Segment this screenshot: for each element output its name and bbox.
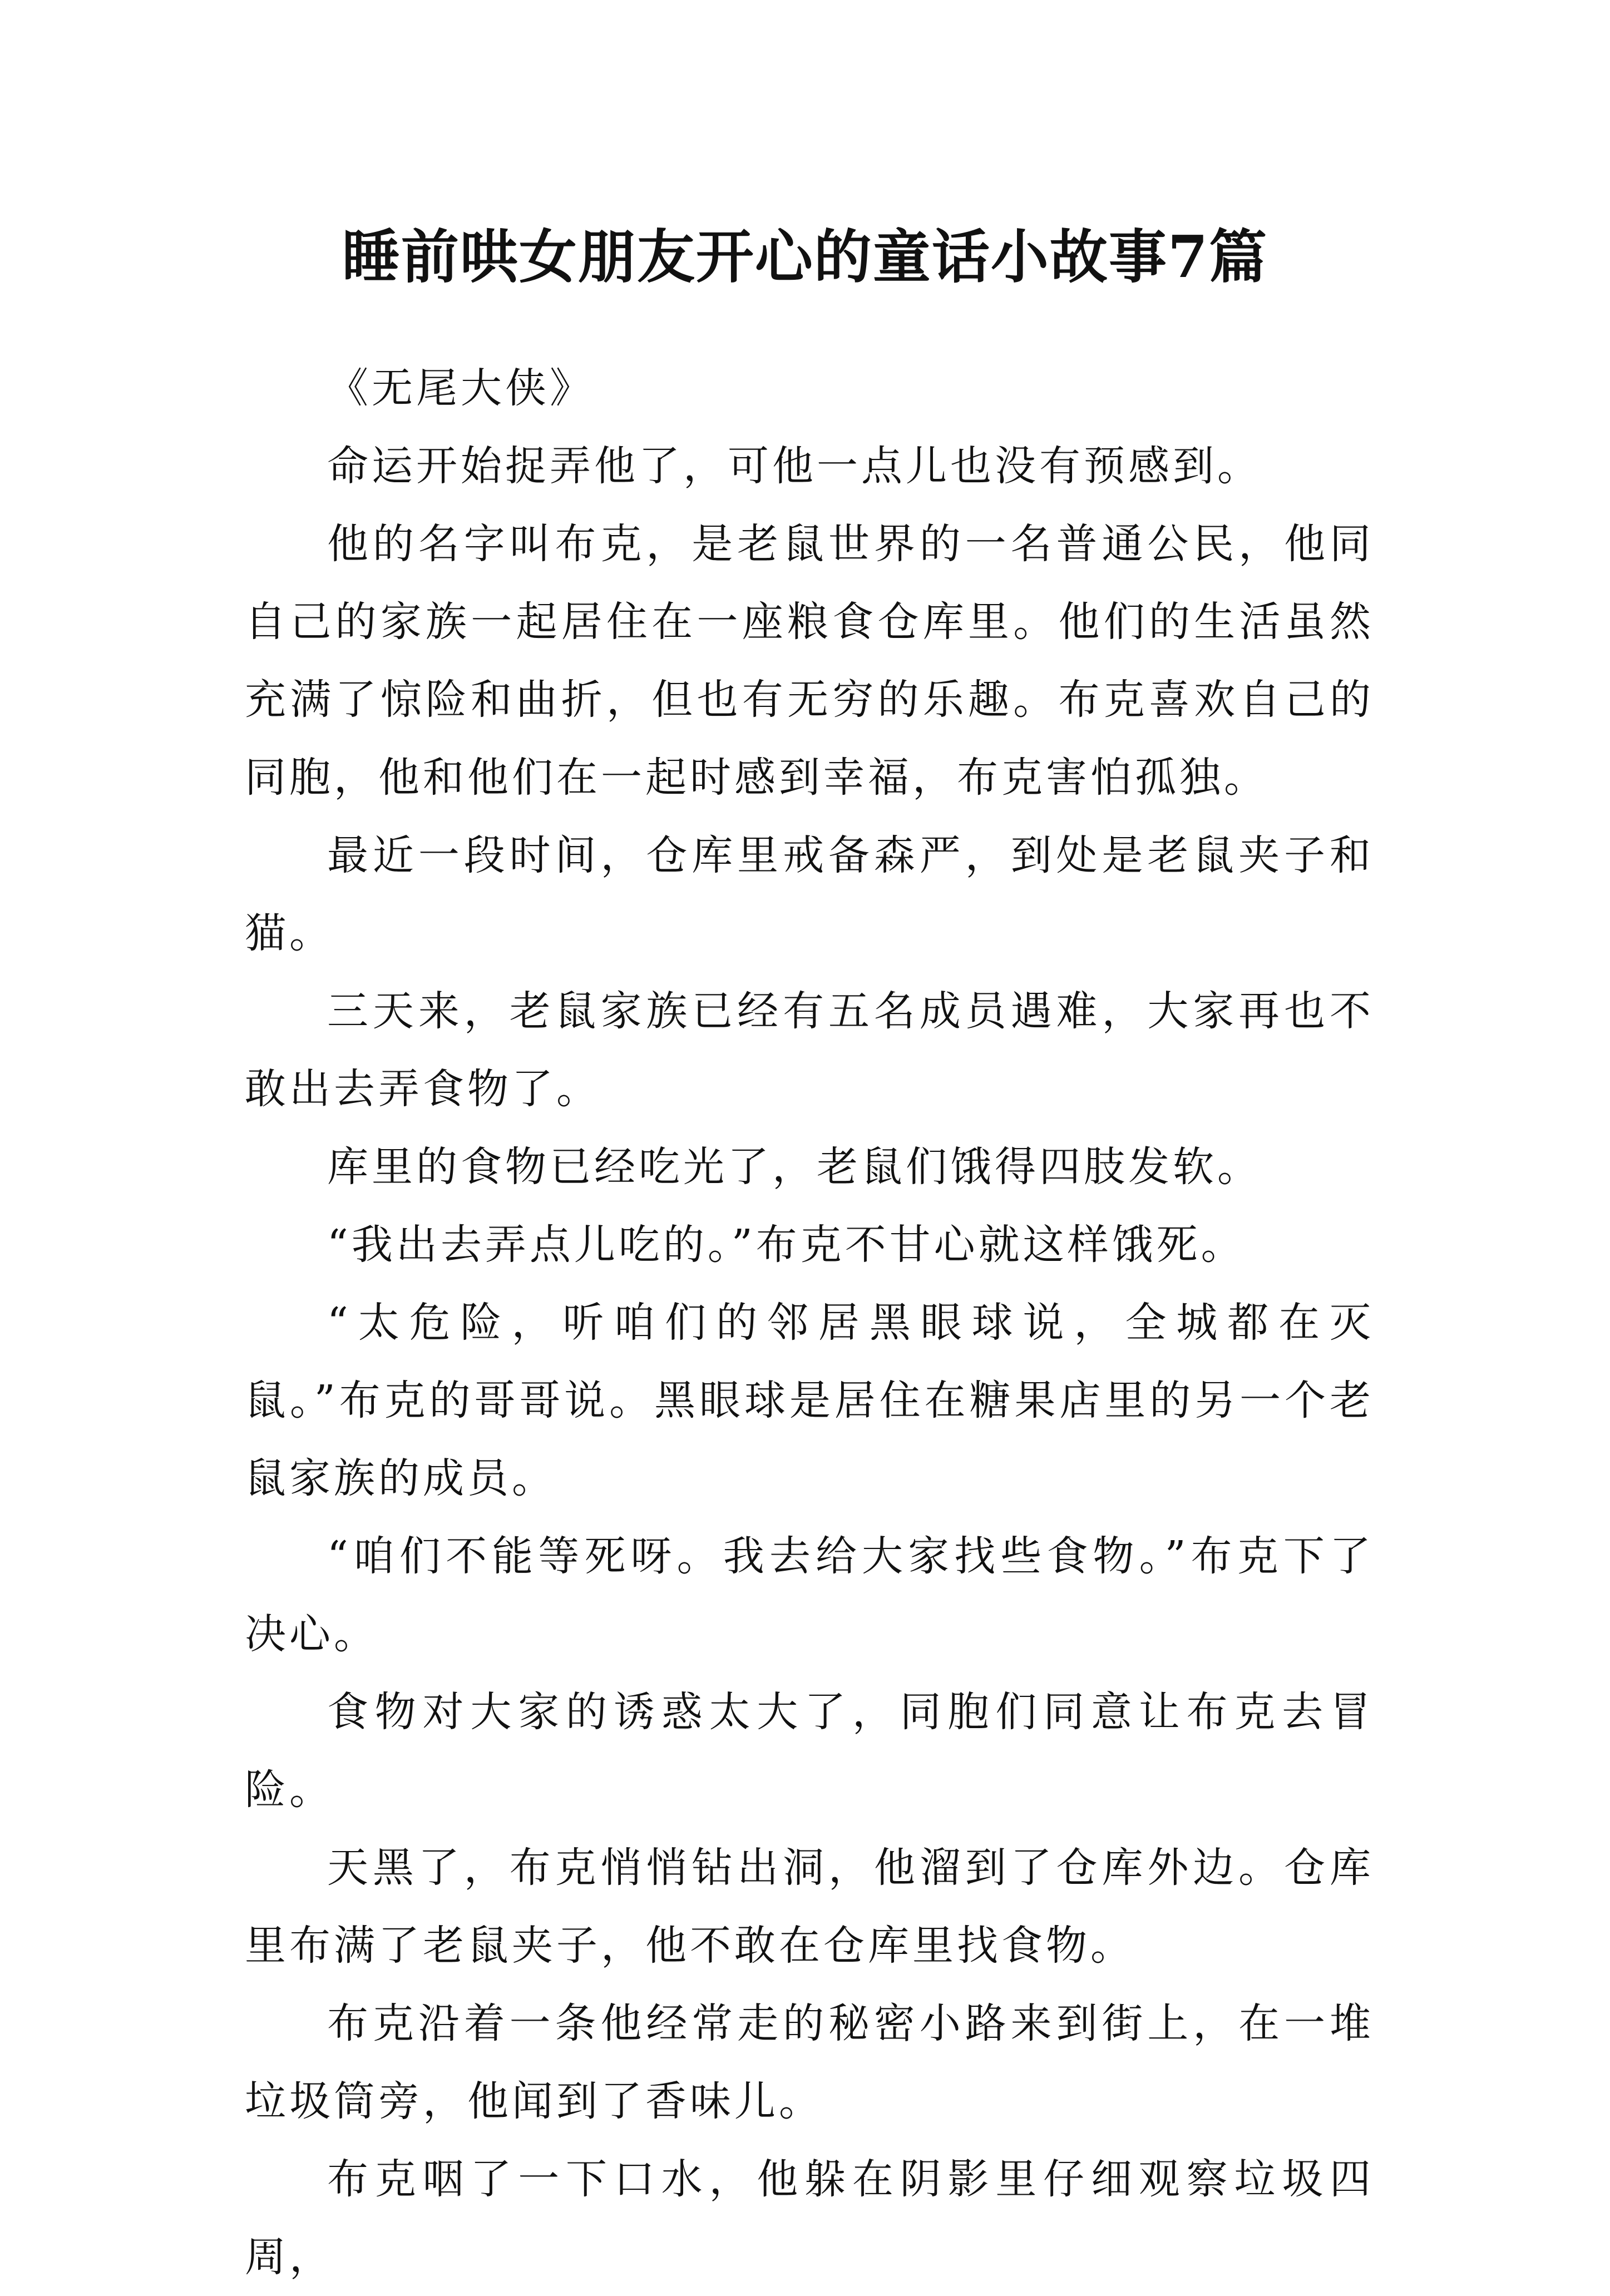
paragraph: 布克咽了一下口水，他躲在阴影里仔细观察垃圾四周， bbox=[245, 2155, 1374, 2281]
document-body bbox=[245, 349, 1374, 2296]
paragraph: 最近一段时间，仓库里戒备森严，到处是老鼠夹子和猫。 bbox=[245, 832, 1374, 957]
paragraph: 他的名字叫布克，是老鼠世界的一名普通公民，他同自己的家族一起居住在一座粮食仓库里。他们的生活虽然充满了惊险和曲折，但也有无穷的乐趣。布克喜欢自己的同胞，他和他们在一起时感到幸福，布克害怕孤独。 bbox=[245, 520, 1374, 801]
paragraph: “咱们不能等死呀。我去给大家找些食物。”布克下了决心。 bbox=[245, 1532, 1374, 1658]
paragraph: 库里的食物已经吃光了，老鼠们饿得四肢发软。 bbox=[327, 1143, 1262, 1191]
document-title: 睡前哄女朋友开心的童话小故事7篇 bbox=[342, 222, 1268, 291]
paragraph: 命运开始捉弄他了，可他一点儿也没有预感到。 bbox=[327, 442, 1262, 490]
paragraph: 食物对大家的诱惑太大了，同胞们同意让布克去冒险。 bbox=[245, 1688, 1374, 1814]
paragraph: 三天来，老鼠家族已经有五名成员遇难，大家再也不敢出去弄食物了。 bbox=[245, 987, 1374, 1113]
paragraph: “我出去弄点儿吃的。”布克不甘心就这样饿死。 bbox=[327, 1221, 1246, 1269]
paragraph: “太危险，听咱们的邻居黑眼球说，全城都在灭鼠。”布克的哥哥说。黑眼球是居住在糖果店里的另一个老鼠家族的成员。 bbox=[245, 1299, 1374, 1502]
paragraph: 天黑了，布克悄悄钻出洞，他溜到了仓库外边。仓库里布满了老鼠夹子，他不敢在仓库里找食物。 bbox=[245, 1844, 1374, 1970]
paragraph: 《无尾大侠》 bbox=[327, 364, 594, 412]
paragraph: 布克沿着一条他经常走的秘密小路来到街上，在一堆垃圾筒旁，他闻到了香味儿。 bbox=[245, 2000, 1374, 2125]
